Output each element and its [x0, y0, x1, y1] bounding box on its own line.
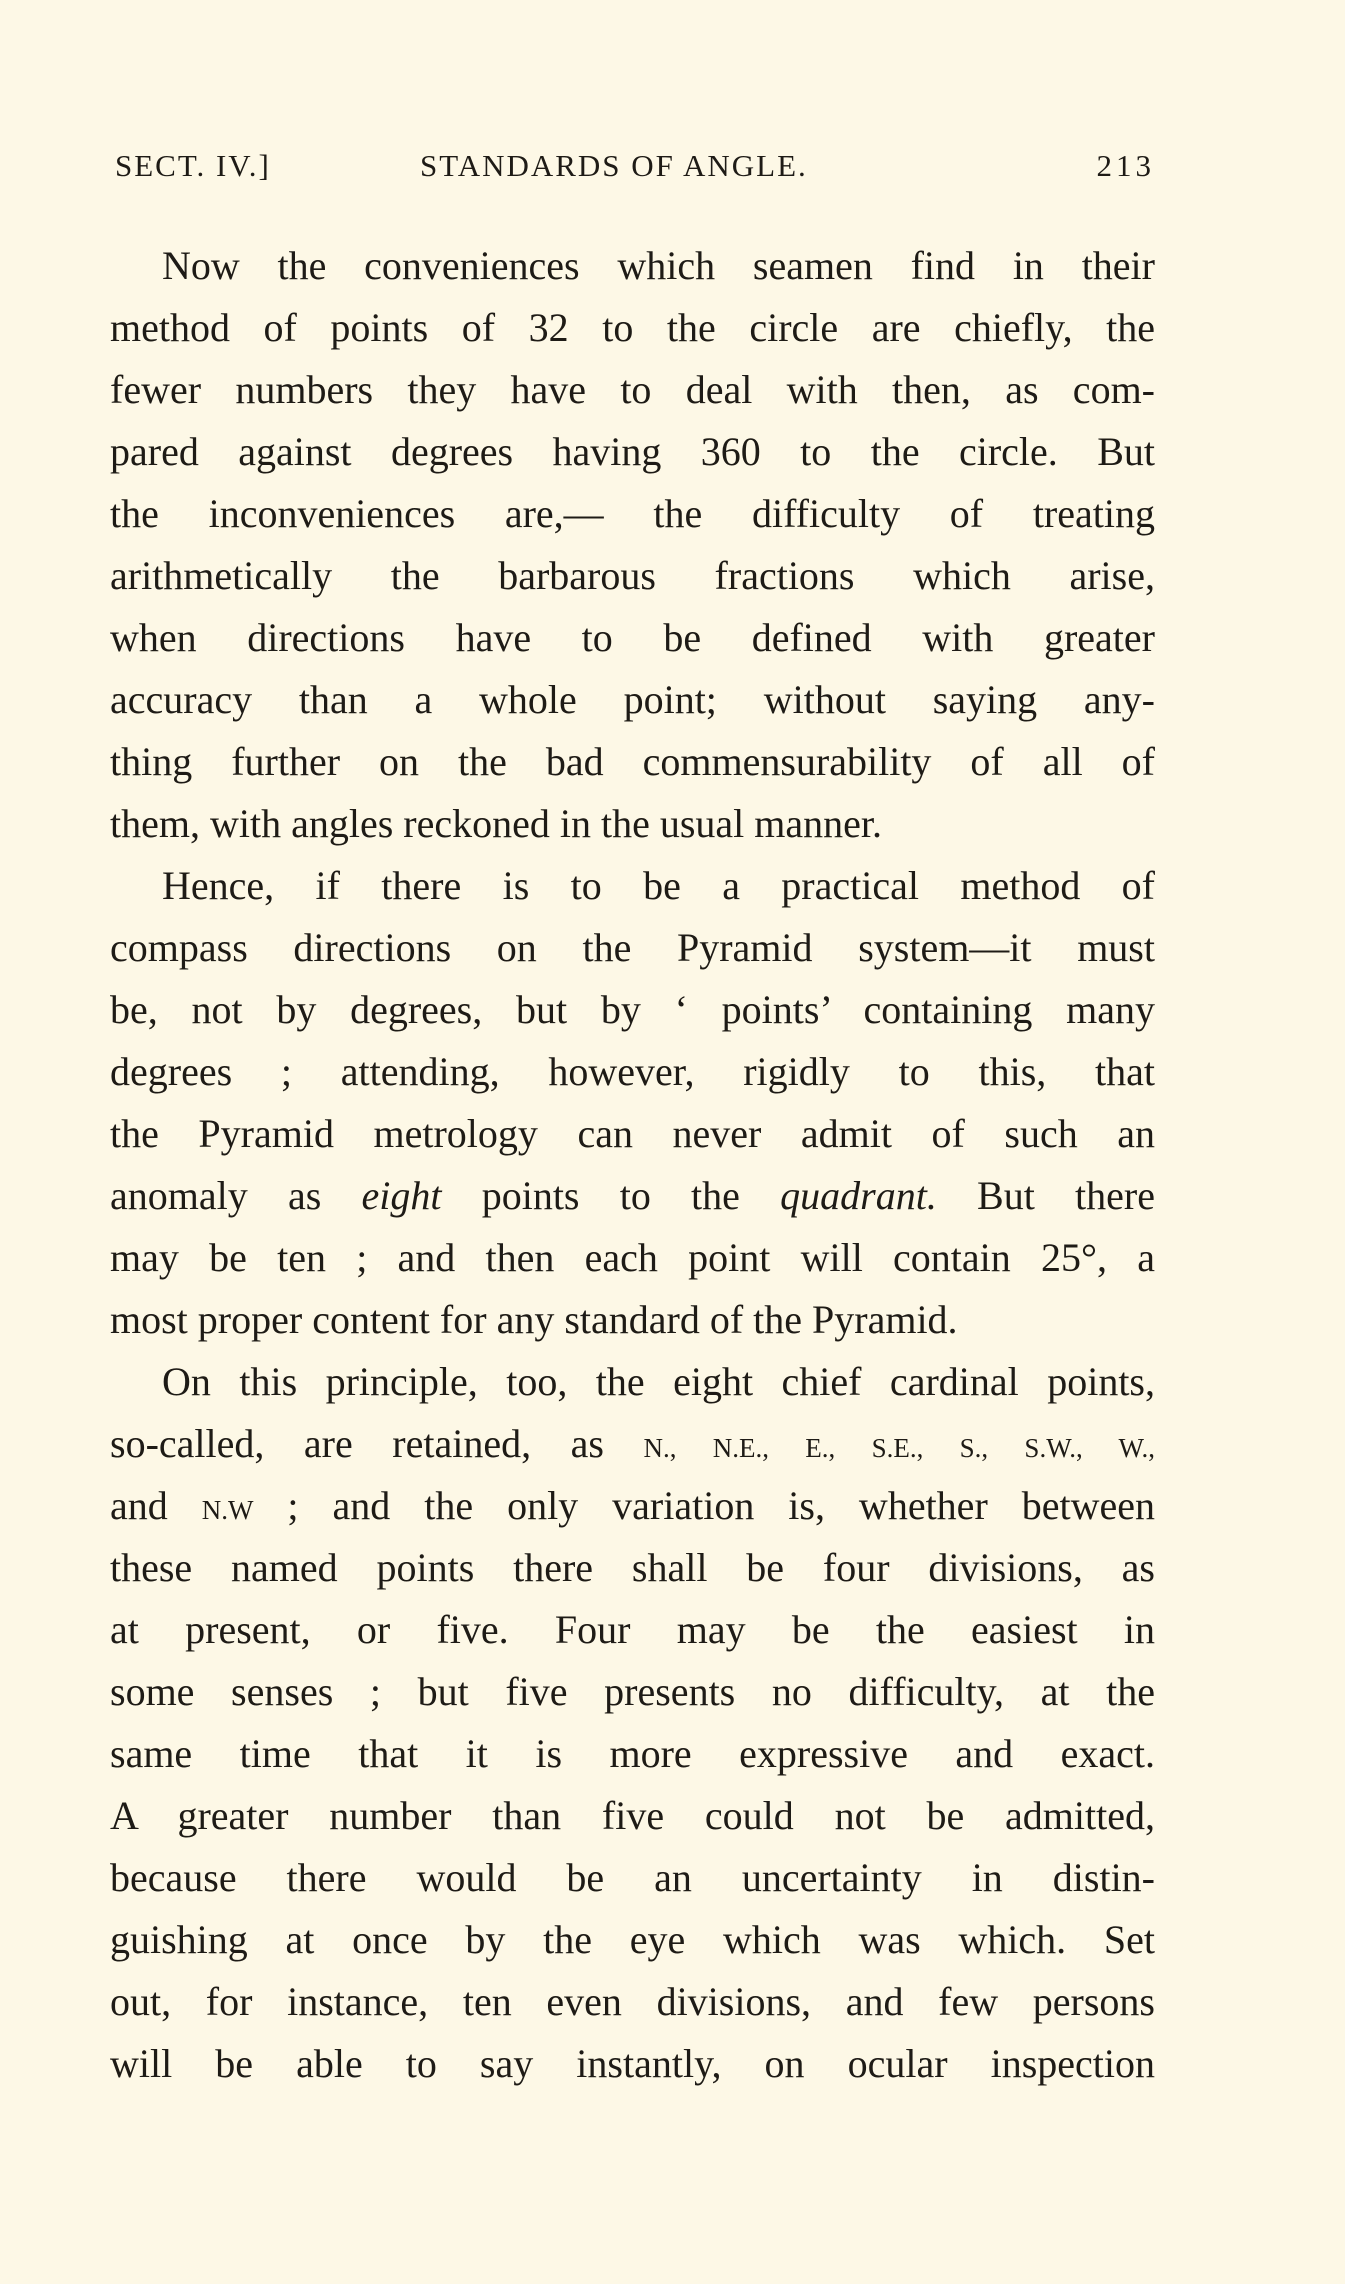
text-line: the inconveniences are,— the difficulty of treating	[110, 491, 1155, 536]
text-run: and	[110, 1483, 202, 1528]
text-line: them, with angles reckoned in the usual manner.	[110, 801, 883, 846]
text-line: same time that it is more expressive and exact.	[110, 1731, 1155, 1776]
text-line: guishing at once by the eye which was which. Set	[110, 1917, 1155, 1962]
page-number: 213	[1096, 148, 1155, 183]
italic-run: eight	[361, 1173, 442, 1218]
text-line	[110, 1165, 1155, 1227]
text-run: anomaly as	[110, 1173, 362, 1218]
text-line: pared against degrees having 360 to the circle. But	[110, 429, 1155, 474]
text-line: at present, or five. Four may be the easiest in	[110, 1607, 1155, 1652]
text-run: ; and the only variation is, whether between	[253, 1483, 1155, 1528]
section-label: SECT. IV.]	[115, 148, 271, 183]
text-line	[110, 1413, 1155, 1475]
text-line: method of points of 32 to the circle are chiefly, the	[110, 305, 1155, 350]
text-run: But there	[936, 1173, 1155, 1218]
text-run: so-called, are retained, as	[110, 1421, 644, 1466]
running-header	[115, 148, 1155, 196]
text-line: Now the conveniences which seamen find in their	[162, 243, 1155, 288]
text-line	[110, 1475, 1155, 1537]
italic-run: quadrant.	[780, 1173, 937, 1218]
text-run: points to the	[441, 1173, 781, 1218]
text-line: will be able to say instantly, on ocular inspection	[110, 2041, 1155, 2086]
compass-abbreviation: N.W	[201, 1495, 254, 1525]
text-line: Hence, if there is to be a practical method of	[162, 863, 1155, 908]
text-line: out, for instance, ten even divisions, and few persons	[110, 1979, 1155, 2024]
compass-abbreviations: N., N.E., E., S.E., S., S.W., W.,	[643, 1433, 1155, 1463]
text-line: when directions have to be defined with greater	[110, 615, 1155, 660]
text-line: A greater number than five could not be admitted,	[110, 1793, 1155, 1838]
text-line: fewer numbers they have to deal with then, as com-	[110, 367, 1155, 412]
text-line: because there would be an uncertainty in distin-	[110, 1855, 1155, 1900]
text-line: thing further on the bad commensurability of all of	[110, 739, 1155, 784]
text-line: the Pyramid metrology can never admit of such an	[110, 1111, 1155, 1156]
body-text	[110, 235, 1155, 2095]
running-title: STANDARDS OF ANGLE.	[420, 148, 808, 183]
text-line: some senses ; but five presents no difficulty, at the	[110, 1669, 1155, 1714]
text-line: compass directions on the Pyramid system—it must	[110, 925, 1155, 970]
text-line: accuracy than a whole point; without saying any-	[110, 677, 1155, 722]
text-line: these named points there shall be four divisions, as	[110, 1545, 1155, 1590]
text-line: most proper content for any standard of the Pyramid.	[110, 1297, 958, 1342]
text-line: may be ten ; and then each point will contain 25°, a	[110, 1235, 1155, 1280]
text-line: arithmetically the barbarous fractions which arise,	[110, 553, 1155, 598]
text-line: degrees ; attending, however, rigidly to this, that	[110, 1049, 1155, 1094]
text-line: be, not by degrees, but by ‘ points’ containing many	[110, 987, 1155, 1032]
text-line: On this principle, too, the eight chief cardinal points,	[162, 1359, 1155, 1404]
